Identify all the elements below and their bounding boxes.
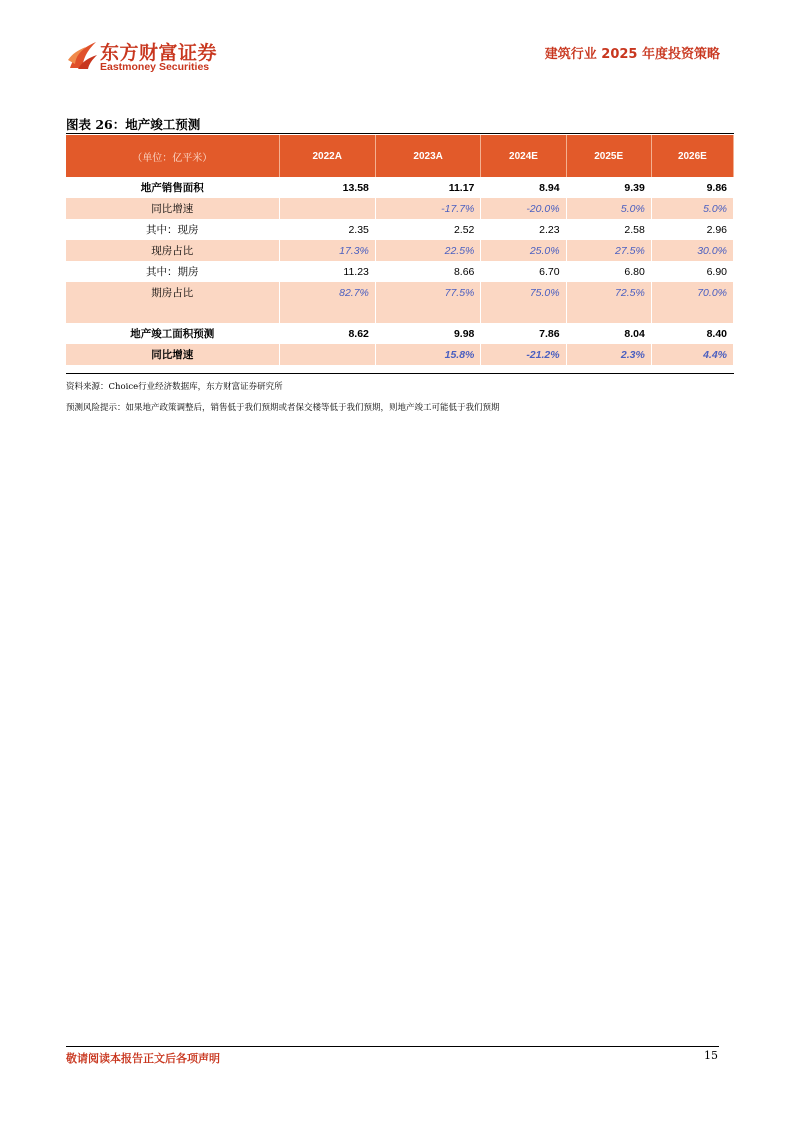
table-cell	[481, 303, 566, 323]
table-cell: 27.5%	[566, 240, 651, 261]
table-cell: 8.40	[651, 323, 733, 344]
table-cell: 72.5%	[566, 282, 651, 303]
table-row	[66, 344, 734, 365]
table-cell: 2.23	[481, 219, 566, 240]
table-cell: 82.7%	[279, 282, 375, 303]
table-row	[66, 219, 734, 240]
table-cell: 9.86	[651, 177, 733, 198]
table-cell: 8.94	[481, 177, 566, 198]
table-cell: 22.5%	[375, 240, 481, 261]
table-row	[66, 282, 734, 303]
table-cell: 2.35	[279, 219, 375, 240]
column-header: 2024E	[481, 135, 566, 177]
table-cell: 5.0%	[566, 198, 651, 219]
page-number: 15	[704, 1049, 718, 1062]
column-header: 2025E	[566, 135, 651, 177]
table-top-rule	[66, 133, 734, 134]
table-cell	[66, 303, 279, 323]
table-cell: 2.58	[566, 219, 651, 240]
table-cell: 11.17	[375, 177, 481, 198]
column-header: 2026E	[651, 135, 733, 177]
table-cell: 2.52	[375, 219, 481, 240]
logo-text-cn: 东方财富证券	[100, 42, 218, 64]
table-cell: 6.80	[566, 261, 651, 282]
table-row	[66, 198, 734, 219]
row-label: 地产销售面积	[66, 177, 279, 198]
eastmoney-flame-logo-icon	[66, 38, 100, 72]
table-cell	[279, 198, 375, 219]
column-header: 2023A	[375, 135, 481, 177]
table-cell: 70.0%	[651, 282, 733, 303]
risk-note: 预测风险提示：如果地产政策调整后，销售低于我们预期或者保交楼等低于我们预期，则地产竣工可能低于我们预期	[66, 403, 500, 413]
column-header: 2022A	[279, 135, 375, 177]
table-cell	[651, 303, 733, 323]
table-cell: 9.39	[566, 177, 651, 198]
table-cell: 6.70	[481, 261, 566, 282]
row-label: 同比增速	[66, 198, 279, 219]
table-cell: 8.66	[375, 261, 481, 282]
table-row	[66, 240, 734, 261]
unit-label: （单位：亿平米）	[66, 135, 279, 177]
table-row	[66, 261, 734, 282]
row-label: 期房占比	[66, 282, 279, 303]
table-cell: 5.0%	[651, 198, 733, 219]
table-cell: 15.8%	[375, 344, 481, 365]
row-label: 其中：现房	[66, 219, 279, 240]
table-cell	[566, 303, 651, 323]
table-bottom-rule	[66, 373, 734, 374]
footer-rule	[66, 1046, 719, 1047]
table-cell: 11.23	[279, 261, 375, 282]
footer-disclaimer: 敬请阅读本报告正文后各项声明	[66, 1052, 220, 1065]
table-cell: 25.0%	[481, 240, 566, 261]
table-cell	[279, 344, 375, 365]
table-cell	[375, 303, 481, 323]
table-row	[66, 323, 734, 344]
row-label: 现房占比	[66, 240, 279, 261]
table-cell: 75.0%	[481, 282, 566, 303]
table-cell: -21.2%	[481, 344, 566, 365]
table-cell: 8.04	[566, 323, 651, 344]
table-cell: 2.3%	[566, 344, 651, 365]
logo-text-en: Eastmoney Securities	[100, 61, 210, 73]
row-label: 地产竣工面积预测	[66, 323, 279, 344]
company-logo	[66, 36, 256, 78]
table-cell: 7.86	[481, 323, 566, 344]
table-cell: 4.4%	[651, 344, 733, 365]
table-cell: 77.5%	[375, 282, 481, 303]
table-row-spacer	[66, 303, 734, 323]
table-header-row	[66, 135, 734, 177]
table-cell: 30.0%	[651, 240, 733, 261]
completion-forecast-table	[66, 135, 734, 365]
row-label: 其中：期房	[66, 261, 279, 282]
table-cell: 9.98	[375, 323, 481, 344]
table-cell	[279, 303, 375, 323]
table-cell: 2.96	[651, 219, 733, 240]
table-cell: 8.62	[279, 323, 375, 344]
table-cell: -20.0%	[481, 198, 566, 219]
report-title: 建筑行业 2025 年度投资策略	[544, 47, 720, 62]
figure-title: 图表 26：地产竣工预测	[66, 117, 201, 132]
table-row	[66, 177, 734, 198]
table-cell: -17.7%	[375, 198, 481, 219]
table-cell: 6.90	[651, 261, 733, 282]
row-label: 同比增速	[66, 344, 279, 365]
source-note: 资料来源：Choice行业经济数据库，东方财富证券研究所	[66, 382, 283, 392]
table-cell: 17.3%	[279, 240, 375, 261]
table-cell: 13.58	[279, 177, 375, 198]
